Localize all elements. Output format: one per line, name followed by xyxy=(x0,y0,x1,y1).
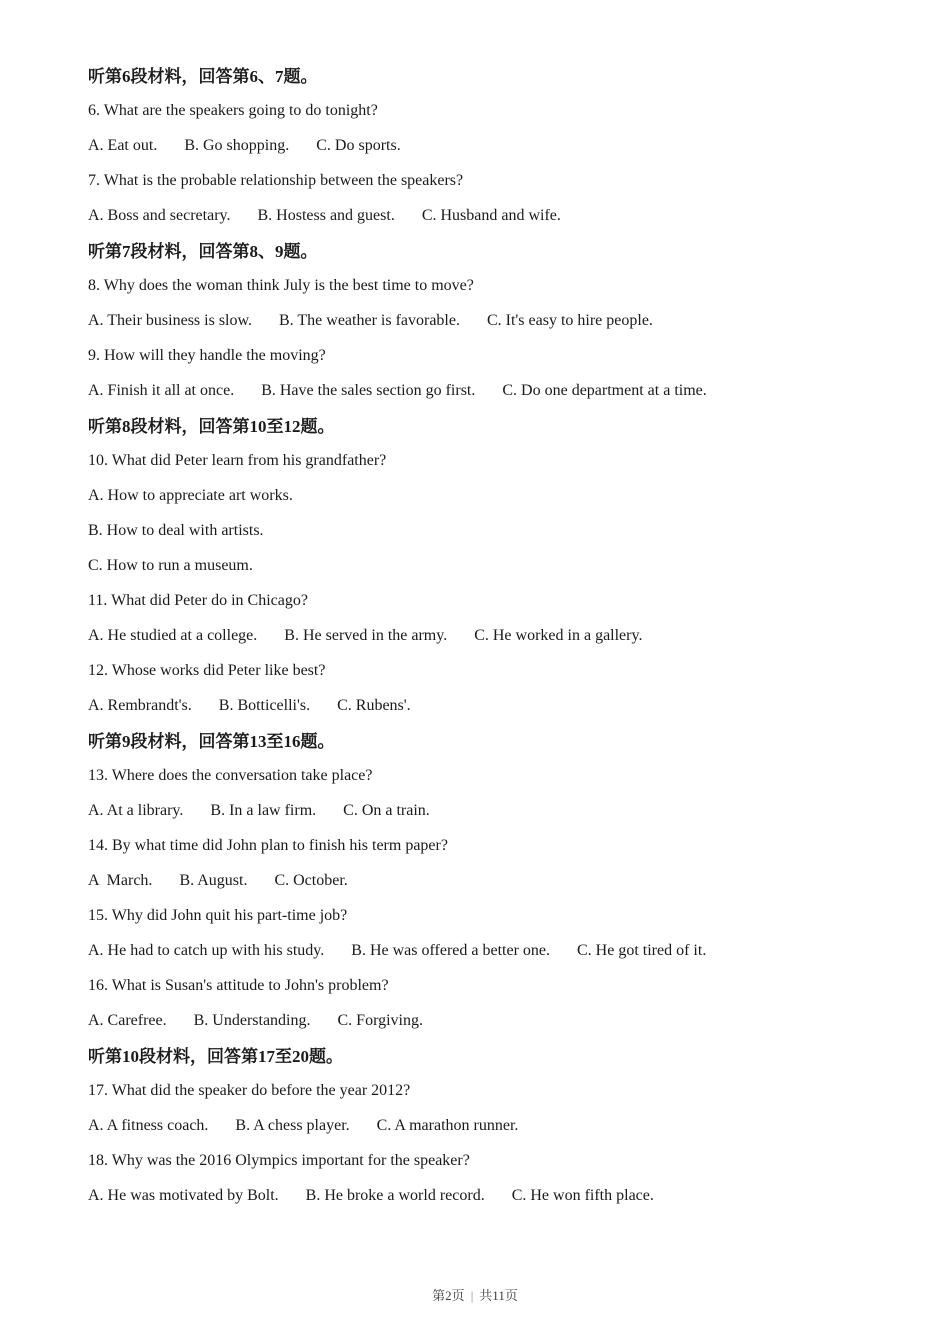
option: B. The weather is favorable. xyxy=(279,312,460,329)
question-text: 15. Why did John quit his part-time job? xyxy=(88,907,348,924)
footer-total-pages: 共11页 xyxy=(479,1288,518,1303)
question-text: 9. How will they handle the moving? xyxy=(88,347,326,364)
section-heading: 听第6段材料，回答第6、7题。 xyxy=(88,67,318,86)
option: B. Have the sales section go first. xyxy=(261,382,476,399)
option: A. A fitness coach. xyxy=(88,1117,209,1134)
option-line: A. How to appreciate art works. xyxy=(88,487,293,504)
option-row xyxy=(88,381,890,401)
option: C. Rubens'. xyxy=(337,697,411,714)
question-text: 10. What did Peter learn from his grandfather? xyxy=(88,452,387,469)
question-text: 18. Why was the 2016 Olympics important for the speaker? xyxy=(88,1152,470,1169)
option-row xyxy=(88,696,890,716)
option: A. Eat out. xyxy=(88,137,158,154)
option: C. Husband and wife. xyxy=(421,207,561,224)
option-row xyxy=(88,136,890,156)
question-text: 7. What is the probable relationship between the speakers? xyxy=(88,172,464,189)
option-line: C. How to run a museum. xyxy=(88,557,253,574)
option-row xyxy=(88,871,890,891)
option: B. Hostess and guest. xyxy=(257,207,395,224)
option: C. He won fifth place. xyxy=(511,1187,654,1204)
footer-page-number: 第2页 xyxy=(432,1288,465,1303)
option-row xyxy=(88,1116,890,1136)
option: A March. xyxy=(88,872,153,889)
option: B. A chess player. xyxy=(235,1117,350,1134)
question-text: 8. Why does the woman think July is the best time to move? xyxy=(88,277,474,294)
option: C. Do sports. xyxy=(316,137,401,154)
option: B. He served in the army. xyxy=(284,627,448,644)
question-text: 12. Whose works did Peter like best? xyxy=(88,662,326,679)
option: B. Understanding. xyxy=(193,1012,311,1029)
question-text: 13. Where does the conversation take place? xyxy=(88,767,373,784)
exam-page-content xyxy=(88,66,890,1221)
option: A. Their business is slow. xyxy=(88,312,252,329)
option-line: B. How to deal with artists. xyxy=(88,522,264,539)
option: C. Forgiving. xyxy=(337,1012,423,1029)
option-row xyxy=(88,311,890,331)
section-heading: 听第9段材料，回答第13至16题。 xyxy=(88,732,335,751)
option: C. He worked in a gallery. xyxy=(474,627,643,644)
option: C. Do one department at a time. xyxy=(502,382,707,399)
option: A. He was motivated by Bolt. xyxy=(88,1187,279,1204)
question-text: 14. By what time did John plan to finish his term paper? xyxy=(88,837,448,854)
section-heading: 听第7段材料，回答第8、9题。 xyxy=(88,242,318,261)
option: B. He was offered a better one. xyxy=(351,942,550,959)
option: B. August. xyxy=(179,872,248,889)
option: A. At a library. xyxy=(88,802,184,819)
question-text: 16. What is Susan's attitude to John's problem? xyxy=(88,977,389,994)
option-row xyxy=(88,626,890,646)
option-row xyxy=(88,206,890,226)
option: B. He broke a world record. xyxy=(305,1187,485,1204)
option: C. A marathon runner. xyxy=(376,1117,519,1134)
page-footer xyxy=(0,1285,950,1304)
footer-separator: | xyxy=(470,1288,474,1303)
question-text: 17. What did the speaker do before the year 2012? xyxy=(88,1082,411,1099)
question-text: 6. What are the speakers going to do tonight? xyxy=(88,102,378,119)
section-heading: 听第8段材料，回答第10至12题。 xyxy=(88,417,335,436)
option: C. He got tired of it. xyxy=(577,942,707,959)
option-row xyxy=(88,1186,890,1206)
option: A. Rembrandt's. xyxy=(88,697,192,714)
option: A. Boss and secretary. xyxy=(88,207,231,224)
section-heading: 听第10段材料，回答第17至20题。 xyxy=(88,1047,343,1066)
option-row xyxy=(88,801,890,821)
option: C. On a train. xyxy=(343,802,430,819)
option: A. He had to catch up with his study. xyxy=(88,942,325,959)
option: A. Carefree. xyxy=(88,1012,167,1029)
option-row xyxy=(88,1011,890,1031)
option-row xyxy=(88,941,890,961)
question-text: 11. What did Peter do in Chicago? xyxy=(88,592,308,609)
option: C. October. xyxy=(274,872,348,889)
option: B. In a law firm. xyxy=(210,802,317,819)
option: A. He studied at a college. xyxy=(88,627,258,644)
option: C. It's easy to hire people. xyxy=(486,312,653,329)
option: A. Finish it all at once. xyxy=(88,382,235,399)
option: B. Go shopping. xyxy=(184,137,290,154)
option: B. Botticelli's. xyxy=(218,697,311,714)
